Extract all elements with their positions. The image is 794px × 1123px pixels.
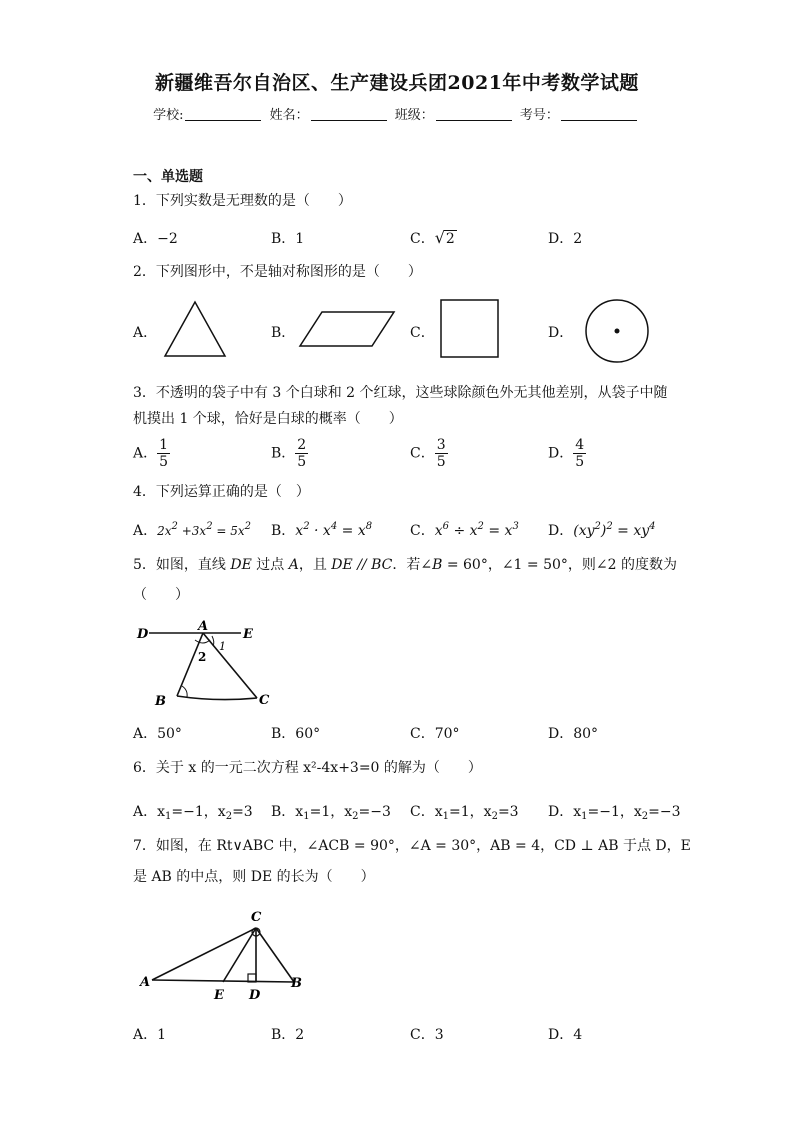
q1-option-c-radicand: 2 [445,231,455,247]
q7-option-b: B．2 [271,1027,305,1043]
q2-option-c-label: C． [410,325,435,341]
q1-option-a: A．−2 [133,231,178,247]
q6-option-d: D．$x_1=-1$，$x_2=-3$ [548,804,681,822]
q6-b-x1: 1 [321,804,331,820]
q2-option-b-label: B． [271,325,296,341]
q5-stem-text: 5．如图，直线 [133,557,231,573]
parallelogram-shape [294,306,404,352]
q1-option-c-label: C． [410,231,435,247]
name-blank [311,120,387,121]
numerator: 1 [159,437,169,453]
q3-option-c [410,437,448,470]
q6-d-x1: −1 [599,804,620,820]
denominator: 5 [575,454,585,470]
triangle-shape [160,296,230,362]
numerator: 2 [297,437,307,453]
q4-option-d-expr: $(xy^2)^2 = xy^4$ [573,521,656,539]
q3-option-d-label: D． [548,445,574,462]
name-label: 姓名： [269,108,309,123]
q5-stem-line1 [133,552,677,578]
class-blank [436,120,512,121]
class-label: 班级： [394,108,434,123]
label-angle-1: 1 [219,640,226,653]
label-d: D [249,988,261,1002]
q2-option-d-label: D． [548,325,574,341]
q3-option-a-label: A． [133,445,158,462]
q6-option-a: A．$x_1=-1$，$x_2=3$ [133,804,253,822]
section-heading: 一、单选题 [133,169,203,185]
denominator: 5 [436,454,446,470]
q6-c-x1: 1 [460,804,470,820]
denominator: 5 [159,454,169,470]
label-b: B [155,694,166,709]
exam-title: 新疆维吾尔自治区、生产建设兵团2021年中考数学试题 [155,72,639,94]
q7-option-a: A．1 [133,1027,167,1043]
q4-option-d-label: D． [548,523,574,539]
q6-a-x1: −1 [183,804,204,820]
q4-option-b-expr: $x^2 \cdot x^4 = x^8$ [295,521,373,539]
q6-stem: 6．关于 x 的一元二次方程 x²-4x+3=0 的解为（ ） [133,760,482,776]
school-blank [185,120,261,121]
q5-stem-text: ，且 [298,557,332,573]
q3-option-b-label: B． [271,445,296,462]
circle-shape [580,298,656,366]
q1-stem: 1．下列实数是无理数的是（ ） [133,193,352,209]
q4-option-a-expr: $2x^2 +3x^2 = 5x^2$ [157,521,252,538]
label-e: E [243,627,253,642]
q3-option-b [271,437,308,470]
label-c: C [251,910,262,925]
q1-option-d: D．2 [548,231,583,247]
q7-option-d: D．4 [548,1027,583,1043]
numerator: 3 [436,437,446,453]
q4-option-c [410,520,519,540]
q4-option-b [271,520,372,540]
q6-b-x2: −3 [370,804,391,820]
q6-option-d-label: D． [548,804,574,820]
q1-option-c [410,228,457,248]
q7-stem-line1: 7．如图，在 Rt∨ABC 中，∠ACB = 90°，∠A = 30°，AB = 4，CD ⊥ AB 于点 D，E [133,838,691,854]
sqrt-icon: √ [434,228,445,247]
q6-option-c-label: C． [410,804,435,820]
denominator: 5 [297,454,307,470]
q2-option-a-label: A． [133,325,158,341]
q7-stem-line2: 是 AB 的中点，则 DE 的长为（ ） [133,869,375,885]
q6-option-b: B．$x_1=1$，$x_2=-3$ [271,804,391,822]
q3-option-a-fraction [157,437,170,470]
q5-stem-line2: （ ） [133,587,189,603]
q6-c-x2: 3 [509,804,519,820]
q4-option-a [133,520,251,540]
q3-option-b-fraction [295,437,308,470]
numerator: 4 [575,437,585,453]
q3-option-d-fraction [573,437,586,470]
q3-option-c-label: C． [410,445,435,462]
q3-option-c-fraction [435,437,448,470]
label-a: A [140,975,151,990]
q5-stem-text: 过点 [251,557,289,573]
q5-option-d: D．80° [548,726,599,742]
q1-option-b: B．1 [271,231,305,247]
q5-parallel: DE // BC [331,557,393,573]
q5-stem-text: = 60°，∠1 = 50°，则∠2 的度数为 [442,557,677,573]
label-c: C [259,693,270,708]
q4-option-c-expr: $x^6 \div x^2 = x^3$ [434,521,519,539]
q6-option-c: C．$x_1=1$，$x_2=3$ [410,804,519,822]
label-e: E [214,988,224,1002]
q3-option-d [548,437,586,470]
q5-point-a: A [288,557,299,573]
q6-option-a-label: A． [133,804,158,820]
q4-stem: 4．下列运算正确的是（ ） [133,484,310,500]
q7-option-c: C．3 [410,1027,444,1043]
q5-angle-b: B [432,557,443,573]
q5-option-c: C．70° [410,726,460,742]
q3-stem-line2: 机摸出 1 个球，恰好是白球的概率（ ） [133,411,403,427]
q5-figure [133,618,293,710]
q6-d-x2: −3 [659,804,681,820]
exam-number-blank [561,120,637,121]
q5-option-a: A．50° [133,726,182,742]
q4-option-a-label: A． [133,523,158,539]
exam-number-label: 考号： [519,108,559,123]
q6-a-x2: 3 [243,804,253,820]
q5-line-de: DE [230,557,252,573]
label-b: B [291,976,302,991]
q2-stem: 2．下列图形中，不是轴对称图形的是（ ） [133,264,422,280]
q4-option-c-label: C． [410,523,435,539]
q4-option-b-label: B． [271,523,296,539]
q5-option-b: B．60° [271,726,321,742]
q3-option-a [133,437,170,470]
student-info-line [0,104,794,123]
q4-option-d [548,520,656,540]
q3-stem-line1: 3．不透明的袋子中有 3 个白球和 2 个红球，这些球除颜色外无其他差别，从袋子中随 [133,385,668,401]
school-label: 学校: [153,108,184,123]
square-shape [436,296,502,362]
q7-figure [136,906,316,1002]
q5-stem-text: ．若∠ [392,557,433,573]
q6-option-b-label: B． [271,804,296,820]
label-d: D [137,627,149,642]
label-a: A [198,619,209,634]
label-angle-2: 2 [198,650,207,664]
